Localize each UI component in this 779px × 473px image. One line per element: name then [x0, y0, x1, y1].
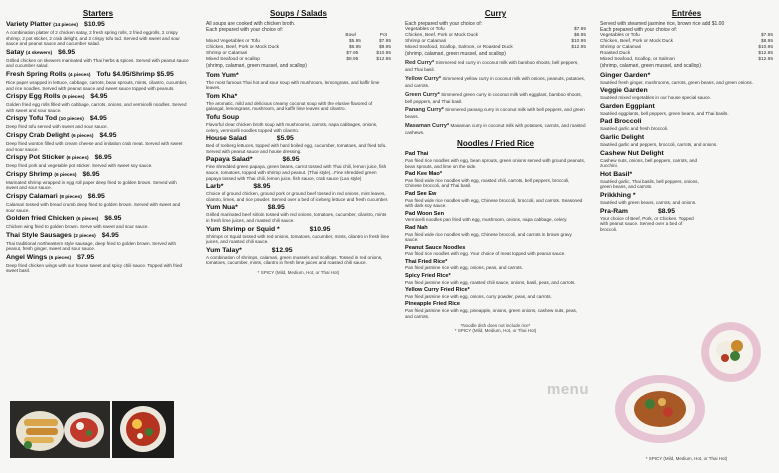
soups-choices-note: (shrimp, calamari, green mussel, and scallop) — [206, 63, 307, 70]
entrees-intro: Served with steamed jasmine rice, brown rice add $1.00 — [600, 21, 725, 27]
starter-item — [6, 132, 190, 152]
entree-name-line — [600, 150, 773, 158]
entree-item — [600, 208, 773, 233]
soup-desc: Bed of Iceberg lettuces, topped with hard boiled egg, cucumber, tomatoes, and fried tofu. Served with peanut sauce and house dressing. — [206, 143, 387, 154]
curry-desc: Masaman curry in coconut milk with potatoes, carrots, and roasted cashews. — [405, 122, 586, 135]
entree-name-line — [600, 103, 773, 111]
entree-name: Ginger Garden* — [600, 71, 651, 79]
entree-name-line — [600, 118, 773, 126]
starter-size: (6 pieces) — [54, 172, 77, 178]
starter-name-line — [6, 232, 190, 241]
soup-name: Tofu Soup — [206, 113, 240, 121]
entrees-heading: Entrées — [671, 9, 702, 18]
starter-price: $4.95 — [101, 231, 119, 239]
entree-name: Garden Eggplant — [600, 102, 655, 110]
entree-item — [600, 134, 773, 148]
starter-desc: Calamari tossed with bread crumb deep fried to golden brown. Served with sweet and sour sauce. — [6, 201, 181, 213]
soups-footer: * SPICY (Mild, Medium, Hot, or Thai Hot) — [257, 269, 340, 275]
starter-name: Angel Wings — [6, 253, 48, 261]
starter-item — [6, 215, 190, 230]
soup-item — [206, 247, 391, 266]
soup-desc: Grilled marinated beef sirloin tossed with red onions, tomatoes, cucumber, cilantro, mints in fresh lime juices, and roasted chili sauce. — [206, 212, 387, 223]
entree-desc: Sautéed eggplants, bell peppers, green beans, and Thai basils. — [600, 110, 729, 116]
entrees-intro-2: Each prepared with your choice of: — [600, 27, 677, 34]
entree-name-line — [600, 134, 773, 142]
soups-list — [206, 72, 391, 266]
starter-item — [6, 115, 190, 130]
soups-choices — [206, 39, 391, 63]
curry-choice-name: Mixed Seafood, Scallop, Salmon, or Roasted Duck — [405, 45, 513, 51]
soup-choice-pot-price: $8.95 — [378, 45, 391, 51]
soups-intro-line-2: Each prepared with your choice of: — [206, 27, 283, 34]
soup-choice-bowl-price: $8.95 — [346, 57, 359, 63]
entree-desc: Sautéed with green beans, carrots, and onions. — [600, 199, 697, 205]
salad-photo — [112, 401, 174, 458]
starter-price: Tofu $4.95/Shrimp $5.95 — [96, 70, 174, 78]
entree-desc: Sautéed garlic and peppers, broccoli, carrots, and onions. — [600, 141, 718, 147]
soup-name: Larb* — [206, 183, 224, 191]
entrees-choice-price: $12.95 — [758, 51, 773, 57]
noodle-desc: Pan fried jasmine rice with egg, onions, peas, and carrots. — [405, 265, 523, 271]
soup-choice-name: Chicken, Beef, Pork or Mock Duck — [206, 45, 280, 51]
watermark: menu — [547, 381, 590, 398]
entrees-choice-name: Vegetables or Tofu — [600, 33, 640, 39]
curry-choice-name: Chicken, Beef, Pork or Mock Duck — [405, 33, 479, 39]
starter-size: (5 pieces) — [62, 95, 85, 101]
soup-item — [206, 72, 391, 91]
soup-name-line — [206, 247, 391, 255]
noodles-footer: * SPICY (Mild, Medium, Hot, or Thai Hot) — [454, 328, 537, 334]
noodle-name: Thai Fried Rice* — [405, 258, 448, 265]
soup-name: Yum Shrimp or Squid * — [206, 225, 280, 233]
noodle-name: Spicy Fried Rice* — [405, 273, 451, 280]
starter-name-line — [6, 154, 190, 163]
entree-item — [600, 192, 773, 206]
entree-price: $8.95 — [657, 207, 675, 215]
entree-name: Pra-Ram — [600, 207, 628, 215]
curry-choices — [405, 27, 586, 51]
curry-name: Yellow Curry* — [405, 76, 442, 82]
noodle-item — [405, 287, 586, 299]
soup-choice-pot-price: $7.95 — [378, 39, 391, 45]
entree-name: Veggie Garden — [600, 87, 648, 95]
starter-size: (6 pieces) — [71, 133, 94, 139]
soup-choice-bowl-price: $5.95 — [348, 39, 361, 45]
bowl-label: Bowl — [345, 33, 356, 39]
starter-price: $10.95 — [84, 21, 105, 28]
starter-name-line — [6, 49, 190, 58]
soups-column — [200, 0, 397, 473]
curry-name: Red Curry* — [405, 60, 435, 67]
curry-intro: Each prepared with your choice of: — [405, 21, 482, 27]
soup-choice-bowl-price: $6.95 — [348, 45, 361, 51]
curry-item — [405, 91, 586, 105]
noodle-item — [405, 211, 586, 223]
noodle-item — [405, 225, 586, 243]
soup-price: $8.95 — [253, 183, 271, 191]
curry-choice-name: Vegetables or Tofu — [405, 27, 445, 33]
noodle-desc: Vermicelli noodles pan fried with egg, mushroom, onions, napa cabbage, celery. — [405, 217, 568, 223]
soup-desc: The aromatic, mild and delicious creamy coconut soup with the elusive flavored of galangal, lemongrass, mushroom, and kaffir lime leaves and cilantro. — [206, 100, 373, 112]
entree-name: Prikkhing * — [600, 191, 636, 199]
starter-item — [6, 193, 190, 213]
curry-name: Panang Curry* — [405, 107, 444, 114]
noodle-name: Pad Kee Mao* — [405, 171, 442, 178]
starter-name-line — [6, 171, 190, 180]
entrees-choice-name: Roasted Duck — [600, 51, 631, 57]
noodle-desc: Pan fried jasmine rice with egg, pineapple, onions, green onions, cashew nuts, peas, and carrots. — [405, 308, 578, 319]
soup-price: $10.95 — [309, 225, 331, 233]
starter-desc: Deep fried pork and vegetable pot sticker. Served with sweet soy sauce. — [6, 163, 153, 169]
entree-desc: Your choice of Beef, Pork, or Chicken. Topped with peanut sauce. Served over a bed of broccoli. — [600, 215, 694, 232]
noodles-list — [405, 151, 586, 319]
starter-name: Golden fried Chicken — [6, 215, 75, 223]
starter-desc: Golden fried egg rolls filled with cabbage, carrots, onions, and vermicelli noodles. Served with sweet and sour sauce. — [6, 102, 187, 113]
curry-name: Green Curry* — [405, 91, 440, 98]
starter-size: (14 pieces) — [53, 23, 79, 28]
soup-desc: Flavorful clear chicken broth soup with mushrooms, carrots, napa cabbages, onions, celery, vermicelli noodles topped with cilantro. — [206, 121, 378, 133]
soup-item — [206, 93, 391, 112]
noodle-item — [405, 245, 586, 257]
entrees-choices-note: (shrimp, calamari, green mussel, and scallop) — [600, 63, 701, 70]
noodle-name: Peanut Sauce Noodles — [405, 244, 466, 251]
starter-item — [6, 71, 190, 91]
starter-size: (10 pieces) — [59, 117, 84, 123]
starter-name: Crispy Pot Sticker — [6, 154, 65, 162]
starter-size: (8 pieces) — [59, 194, 82, 200]
starter-size: (6 pieces) — [66, 156, 89, 162]
soup-name: Yum Nua* — [206, 204, 238, 212]
soup-desc: The most famous Thai hot and sour soup with mushroom, lemongrass, and kaffir lime leaves. — [206, 79, 380, 91]
soup-choice-bowl-price: $7.95 — [346, 51, 359, 57]
starter-name: Crispy Calamari — [6, 192, 58, 200]
starter-desc: Deep fried tofu served with sweet and sour sauce. — [6, 124, 108, 130]
noodle-desc: Pan fried wide rice noodles with egg, Chinese broccoli, broccoli, and carrots. Seasoned with dark soy sauce. — [405, 197, 583, 209]
noodle-name: Yellow Curry Fried Rice* — [405, 287, 470, 294]
soup-name-line — [206, 135, 391, 143]
starter-price: $4.95 — [89, 115, 107, 123]
soup-name: Papaya Salad* — [206, 156, 253, 164]
noodle-item — [405, 259, 586, 271]
soup-name-line — [206, 156, 391, 164]
soup-name-line — [206, 114, 391, 122]
soup-name: Tom Kha* — [206, 92, 238, 100]
entree-name-line — [600, 87, 773, 95]
entree-name-line — [600, 208, 773, 216]
noodle-desc: Pan fried jasmine rice with egg, roasted chili sauce, onions, basil, peas, and carrots. — [405, 279, 576, 285]
soup-name-line — [206, 204, 391, 212]
soup-name-line — [206, 93, 391, 101]
starter-price: $4.95 — [99, 131, 117, 139]
curry-heading: Curry — [484, 9, 507, 18]
entrees-footer: * SPICY (Mild, Medium, Hot, or Thai Hot) — [645, 456, 728, 461]
starter-size: (6 pieces) — [76, 217, 99, 223]
starter-name: Crispy Shrimp — [6, 170, 53, 178]
noodle-item — [405, 151, 586, 169]
noodle-item — [405, 171, 586, 189]
starter-name-line — [6, 115, 190, 124]
starter-size: (2 pieces) — [73, 233, 96, 239]
entrees-choice-name: Shrimp or Calamari — [600, 45, 642, 51]
soup-choice-prices — [346, 57, 391, 63]
soup-price: $8.95 — [267, 204, 285, 212]
noodle-desc: Pan fried rice noodles with egg. Your choice of meat topped with peanut sauce. — [405, 251, 566, 257]
soup-item — [206, 135, 391, 154]
curry-name: Masaman Curry* — [405, 122, 450, 129]
soup-desc: Fine shredded green papaya, green beans, carrot tossed with Thai chili, lemon juice, fish sauce, tomatoes, topped with shrimp and peanut. (Thai style)...Fine shredded green papaya tossed with Thai chili, lemon juice, fish sauce, crab sauce (Lao style) — [206, 164, 387, 181]
entree-name: Pad Broccoli — [600, 118, 642, 126]
entree-name-line — [600, 171, 773, 179]
curry-desc: Simmered yellow curry in coconut milk with onions, peanuts, potatoes, and carrots. — [405, 76, 586, 88]
soups-intro-line-1: All soups are cooked with chicken broth. — [206, 21, 296, 27]
noodle-name: Pad Thai — [405, 151, 429, 158]
entree-name-line — [600, 72, 773, 80]
starter-desc: Deep fried wonton filled with cream cheese and imitation crab meat. Served with sweet and sour sauce. — [6, 140, 183, 152]
starter-name: Satay — [6, 48, 25, 56]
soup-name-line — [206, 226, 391, 234]
entrees-choice-price: $7.95 — [760, 33, 773, 39]
starter-size: (4 skewers) — [26, 50, 53, 56]
soup-name-line — [206, 183, 391, 191]
noodle-desc: Pan fried wide rice noodles with egg, Chinese broccoli, and carrots in brown gravy sauce. — [405, 231, 572, 243]
starter-name: Crispy Crab Delight — [6, 131, 70, 139]
starter-price: $6.95 — [104, 215, 122, 223]
entree-item — [600, 87, 773, 101]
entree-desc: Cashew nuts, onions, bell peppers, carrots, and zucchini. — [600, 157, 698, 169]
entree-name: Hot Basil* — [600, 170, 633, 178]
entree-desc: Sautéed garlic and fresh broccoli. — [600, 126, 669, 132]
starter-item — [6, 171, 190, 191]
starter-price: $6.95 — [87, 192, 105, 200]
curry-choice-price: $8.95 — [573, 33, 586, 39]
curry-desc: Simmered panang curry in coconut milk with bell peppers, and green beans. — [405, 107, 585, 120]
starter-name-line — [6, 93, 190, 102]
noodle-name: Pad See Ew — [405, 190, 437, 197]
entrees-choices — [600, 33, 773, 63]
starters-list — [6, 21, 190, 274]
soup-item — [206, 226, 391, 245]
entree-name: Cashew Nut Delight — [600, 149, 664, 157]
soup-name: Yum Talay* — [206, 246, 242, 254]
soup-desc: Shrimps or Squid tossed with red onions, tomatoes, cucumber, mints, cilantro in fresh lime juices, and roasted chili sauce. — [206, 233, 390, 245]
noodle-desc: Pan fried wide rice noodles with egg, roasted chili, carrots, bell peppers, broccoli, Chinese broccoli, and Thai basil. — [405, 177, 570, 189]
starter-size: (4 pieces) — [68, 72, 91, 78]
soup-item — [206, 114, 391, 133]
soup-desc: A combination of shrimps, calamari, green mussels and scallops. Tossed in red onions, tomatoes, cucumber, mints, cilantro in fresh lime juices and roasted chili sauce. — [206, 254, 383, 266]
soup-item — [206, 183, 391, 202]
entree-desc: Sautéed fresh ginger, mushrooms, carrots, green beans, and green onions. — [600, 79, 753, 85]
noodle-desc: Pan fried rice noodles with egg, bean sprouts, green onions served with ground peanuts, bean sprouts, and lime on the side. — [405, 157, 586, 169]
entree-name: Garlic Delight — [600, 133, 645, 141]
soup-name: House Salad — [206, 135, 247, 143]
starter-desc: Chicken wing fried to golden brown. Serve with sweet and sour sauce. — [6, 224, 149, 230]
starter-item — [6, 232, 190, 252]
starter-name-line — [6, 193, 190, 202]
spring-rolls-photo — [10, 401, 110, 458]
soup-price: $6.95 — [282, 156, 300, 164]
curry-list — [405, 59, 586, 135]
entree-photo-1 — [701, 322, 761, 382]
starter-price: $4.95 — [90, 93, 108, 101]
starter-price: $6.95 — [82, 170, 100, 178]
entree-item — [600, 72, 773, 86]
curry-item — [405, 75, 586, 89]
entree-photo-2 — [615, 375, 705, 443]
noodle-desc: Pan fried jasmine rice with egg, onions, curry powder, peas, and carrots. — [405, 293, 552, 299]
soup-price: $5.95 — [276, 135, 294, 143]
soup-desc: Choice of ground chicken, ground pork or ground beef tossed in red onions, mint leaves, cilantro, limes, and rice powder. Served over a bed of iceberg lettuce and fresh cucumber. — [206, 191, 389, 202]
starter-item — [6, 154, 190, 169]
starter-desc: Marinated shrimp wrapped in egg roll paper deep fried to golden brown. Served with sweet and sour sauce. — [6, 179, 177, 191]
starter-desc: Grilled chicken on skewers marinated with Thai herbs & spices. Served with peanut sauce and cucumber salad. — [6, 57, 189, 69]
curry-choice-name: Shrimp or Calamari — [405, 39, 447, 45]
curry-item — [405, 106, 586, 120]
entree-item — [600, 118, 773, 132]
starter-desc: Rice paper wrapped in lettuce, cabbage, carrots, bean sprouts, mints, cilantro, cucumber, and rice noodles. Served with peanut sauce and sweet sauce topped with peanuts. — [6, 79, 188, 91]
soup-choice-name: Mixed Seafood or scallop — [206, 57, 260, 63]
starter-item — [6, 21, 190, 47]
soup-choice-name: Mixed Vegetables or Tofu — [206, 39, 260, 45]
entrees-choice-price: $10.95 — [758, 45, 773, 51]
entree-name-line — [600, 192, 773, 200]
starter-price: $6.95 — [58, 48, 76, 56]
starter-name: Thai Style Sausages — [6, 231, 72, 239]
curry-choices-note: (shrimp, calamari, green mussel, and scallop) — [405, 51, 506, 58]
noodle-item — [405, 191, 586, 209]
starter-name-line — [6, 254, 190, 263]
soup-price: $12.95 — [271, 246, 293, 254]
soups-heading: Soups / Salads — [270, 9, 327, 18]
curry-choice-price: $7.95 — [573, 27, 586, 33]
soup-item — [206, 156, 391, 181]
starter-item — [6, 49, 190, 69]
pot-label: Pot — [379, 33, 387, 39]
entree-item — [600, 103, 773, 117]
curry-desc: Simmered green curry in coconut milk with eggplant, bamboo shoots, bell peppers, and Thai basil. — [405, 91, 582, 104]
starter-price: $7.95 — [77, 253, 95, 261]
noodles-note: *Noodle dish does not include rice* — [460, 323, 531, 329]
curry-choice-price: $12.95 — [571, 45, 586, 51]
curry-item — [405, 59, 586, 73]
entrees-choice-price: $8.95 — [760, 39, 773, 45]
soup-choice-pot-price: $10.95 — [376, 51, 391, 57]
starter-name: Crispy Egg Rolls — [6, 93, 61, 101]
entrees-list — [600, 72, 773, 233]
entree-desc: Sautéed mixed vegetables in our house special sauce. — [600, 95, 712, 101]
entrees-choice-price: $12.95 — [758, 57, 773, 63]
starter-desc: A combination platter of 2 chicken satay, 2 fresh spring rolls, 2 fried eggrolls, 2 crispy shrimp, 2 pot sticker, 2 crab delight, and 2 crispy tofu tod. Served with sweet and sour sauce and peanut sauce and cucumber salad. — [6, 30, 180, 47]
entree-desc: Sautéed garlic, Thai basils, bell peppers, onions, green beans, and carrots. — [600, 178, 699, 190]
soup-name-line — [206, 72, 391, 80]
starter-name-line — [6, 132, 190, 141]
starters-heading: Starters — [82, 9, 114, 18]
noodle-name: Rad Nah — [405, 224, 428, 231]
starter-name-line — [6, 215, 190, 224]
soup-choice-name: Shrimp or Calamari — [206, 51, 248, 57]
entrees-choice-name: Chicken, Beef, Pork or Mock Duck — [600, 39, 674, 45]
starter-price: $6.95 — [94, 154, 112, 162]
curry-item — [405, 122, 586, 136]
curry-noodles-column — [399, 0, 592, 473]
noodle-name: Pineapple Fried Rice — [405, 301, 461, 308]
noodle-item — [405, 301, 586, 319]
starter-name: Crispy Tofu Tod — [6, 115, 58, 123]
starter-name: Variety Platter — [6, 21, 52, 28]
curry-choice-price: $10.95 — [571, 39, 586, 45]
starter-size: (6 pieces) — [49, 255, 72, 261]
soup-choice-pot-price: $12.95 — [376, 57, 391, 63]
starter-desc: Deep fried chicken wings with our house sweet and spicy chili sauce. Topped with fried sweet basil. — [6, 262, 183, 274]
entree-item — [600, 171, 773, 190]
starter-name-line — [6, 21, 190, 30]
noodle-name: Pad Woon Sen — [405, 210, 445, 217]
noodle-item — [405, 273, 586, 285]
starter-item — [6, 93, 190, 113]
noodles-heading: Noodles / Fried Rice — [457, 139, 534, 149]
soup-item — [206, 204, 391, 223]
entrees-choice-name: Mixed Seafood, Scallop, or Salmon — [600, 57, 675, 63]
curry-desc: Simmered red curry in coconut milk with bamboo shoots, bell peppers, and Thai basil. — [405, 60, 579, 73]
soup-name: Tom Yum* — [206, 71, 239, 79]
entree-item — [600, 150, 773, 169]
starter-name: Fresh Spring Rolls — [6, 70, 67, 78]
starter-desc: Thai traditional northeastern style sausage, deep fried to golden brown. Served with peanut, fresh ginger, sweet and sour sauce. — [6, 240, 177, 252]
starter-item — [6, 254, 190, 274]
starter-name-line — [6, 71, 190, 80]
